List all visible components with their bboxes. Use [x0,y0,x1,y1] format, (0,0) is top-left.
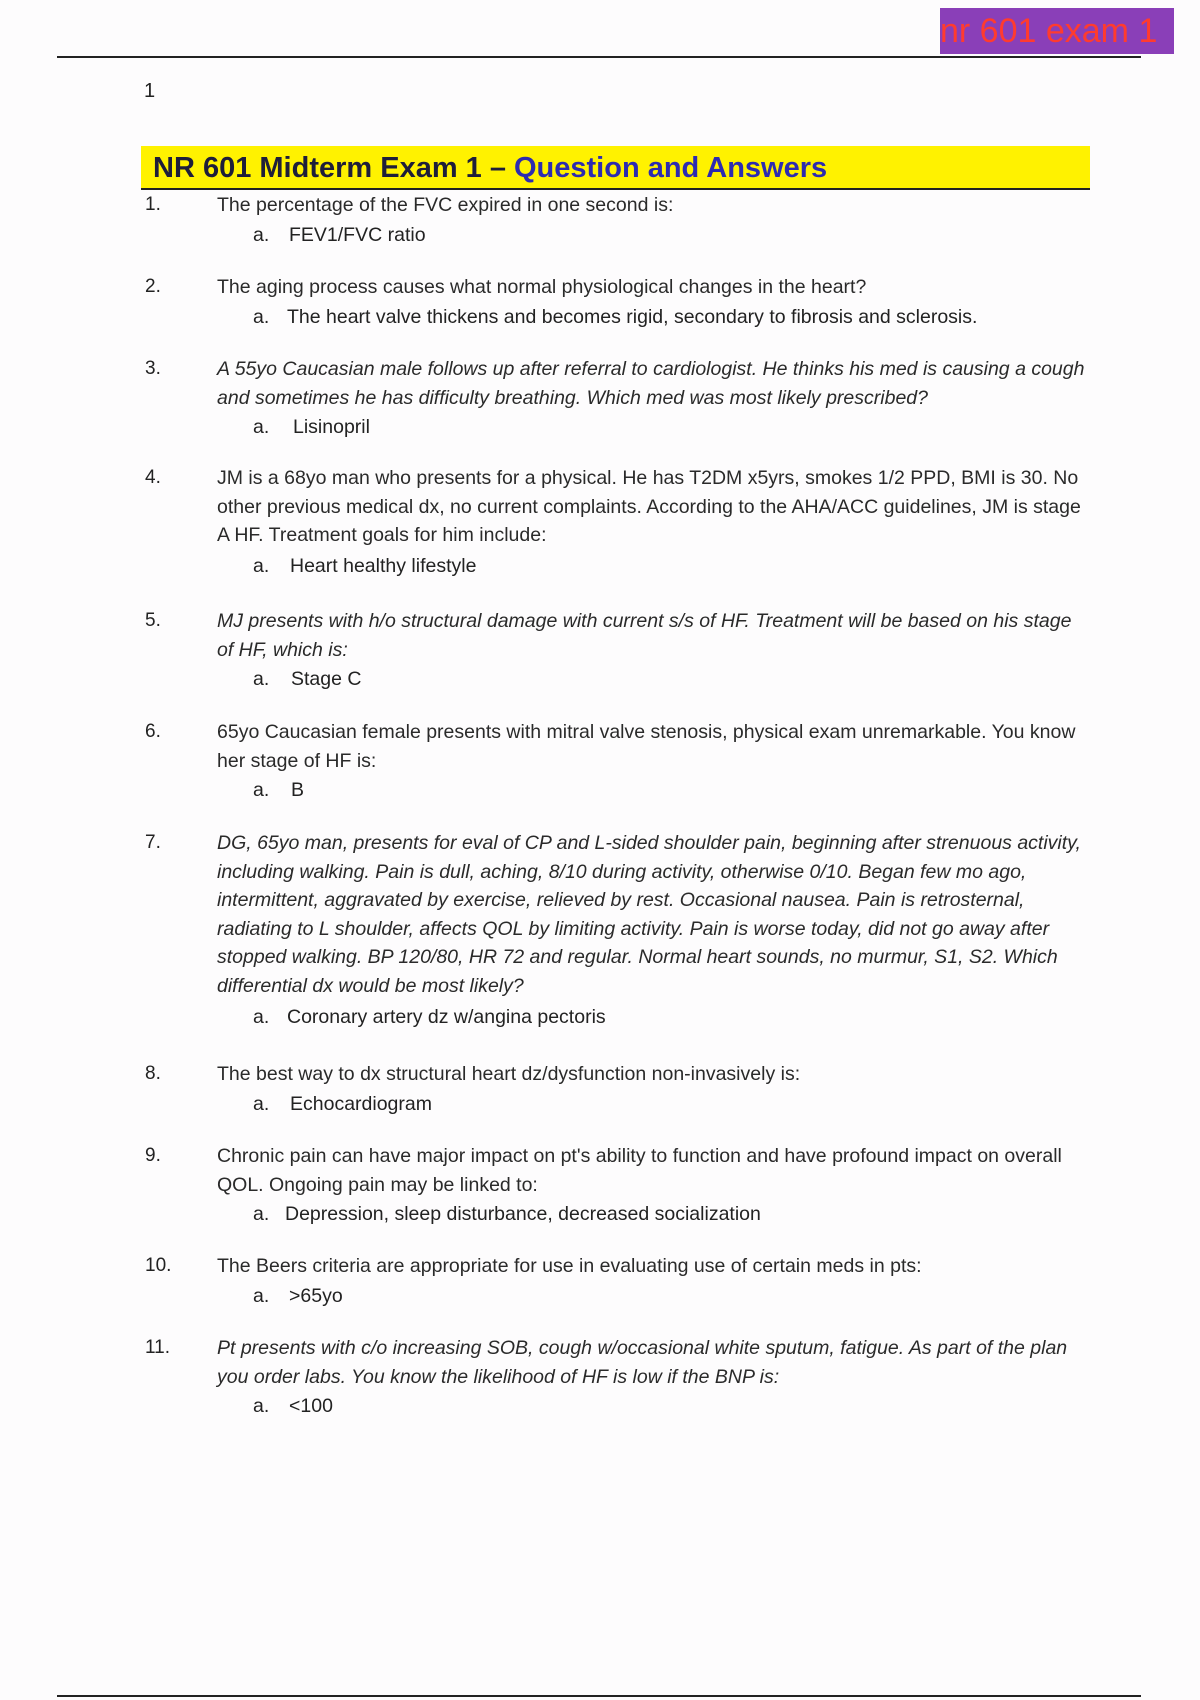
answer [253,221,426,249]
answer-text: Heart healthy lifestyle [290,555,477,577]
question-text: Chronic pain can have major impact on pt's ability to function and have profound impact on overall QOL. Ongoing pain may be linked to: [217,1145,1062,1196]
question-number: 10. [145,1255,172,1276]
question-number: 1. [145,194,161,215]
answer-text: Echocardiogram [290,1093,432,1115]
question-text: The aging process causes what normal physiological changes in the heart? [217,276,867,298]
answer [253,303,977,331]
answer-letter: a. [253,668,270,690]
question-number: 4. [145,467,161,488]
bottom-rule [57,1695,1141,1697]
answer [253,1090,432,1118]
question-number: 7. [145,832,161,853]
answer [253,776,304,804]
answer [253,1392,333,1420]
question-number: 6. [145,721,161,742]
page-number: 1 [144,80,156,102]
answer-text: >65yo [289,1285,343,1307]
title-accent: Question and Answers [513,152,828,184]
question-number: 9. [145,1145,161,1166]
answer [253,413,370,441]
answer-text: <100 [289,1395,333,1417]
answer-letter: a. [253,555,270,577]
watermark-badge: nr 601 exam 1 [940,8,1174,54]
question-text: A 55yo Caucasian male follows up after referral to cardiologist. He thinks his med is causing a cough and sometimes he has difficulty breathing. Which med was most likely prescribed? [217,358,1085,409]
question-text: MJ presents with h/o structural damage with current s/s of HF. Treatment will be based on his stage of HF, which is: [217,610,1072,661]
question-text: The percentage of the FVC expired in one second is: [217,194,674,216]
answer [253,1003,606,1031]
answer-text: Lisinopril [293,416,370,438]
question-text: Pt presents with c/o increasing SOB, cough w/occasional white sputum, fatigue. As part of the plan you order labs. You know the likelihood of HF is low if the BNP is: [217,1337,1068,1388]
question-text: JM is a 68yo man who presents for a physical. He has T2DM x5yrs, smokes 1/2 PPD, BMI is 30. No other previous medical dx, no current complaints. According to the AHA/ACC guidelines, JM is stage A HF. Treatment goals for him include: [217,467,1081,547]
question-text: 65yo Caucasian female presents with mitral valve stenosis, physical exam unremarkable. You know her stage of HF is: [217,721,1076,772]
answer-letter: a. [253,416,270,438]
answer-letter: a. [253,1285,270,1307]
answer-text: B [291,779,305,801]
answer [253,1200,761,1228]
question-number: 2. [145,276,161,297]
answer-text: Coronary artery dz w/angina pectoris [287,1006,606,1028]
answer-letter: a. [253,1203,270,1225]
answer [253,552,476,580]
answer [253,1282,343,1310]
answer-letter: a. [253,306,270,328]
answer-text: Stage C [291,668,362,690]
title-main: NR 601 Midterm Exam 1 – [153,152,506,184]
answer-text: FEV1/FVC ratio [289,224,426,246]
question-text: The Beers criteria are appropriate for use in evaluating use of certain meds in pts: [217,1255,922,1277]
question-number: 8. [145,1063,161,1084]
answer-letter: a. [253,1093,270,1115]
question-text: DG, 65yo man, presents for eval of CP and L-sided shoulder pain, beginning after strenuous activity, including walking. Pain is dull, aching, 8/10 during activity, otherwise 0/10. Began few mo ago, intermittent, aggravated by exercise, relieved by rest. Occasional nausea. Pain is retrosternal, radiating to L shoulder, affects QOL by limiting activity. Pain is worse today, did not go away after stopped walking. BP 120/80, HR 72 and regular. Normal heart sounds, no murmur, S1, S2. Which differential dx would be most likely? [217,832,1081,997]
top-rule [57,56,1141,58]
answer-text: The heart valve thickens and becomes rigid, secondary to fibrosis and sclerosis. [287,306,978,328]
question-number: 11. [145,1337,171,1358]
answer-letter: a. [253,1395,270,1417]
question-text: The best way to dx structural heart dz/dysfunction non-invasively is: [217,1063,801,1085]
answer-letter: a. [253,779,270,801]
answer-letter: a. [253,1006,270,1028]
answer [253,665,361,693]
question-number: 5. [145,610,161,631]
page-title [141,146,1090,190]
answer-text: Depression, sleep disturbance, decreased socialization [285,1203,761,1225]
question-number: 3. [145,358,161,379]
answer-letter: a. [253,224,270,246]
